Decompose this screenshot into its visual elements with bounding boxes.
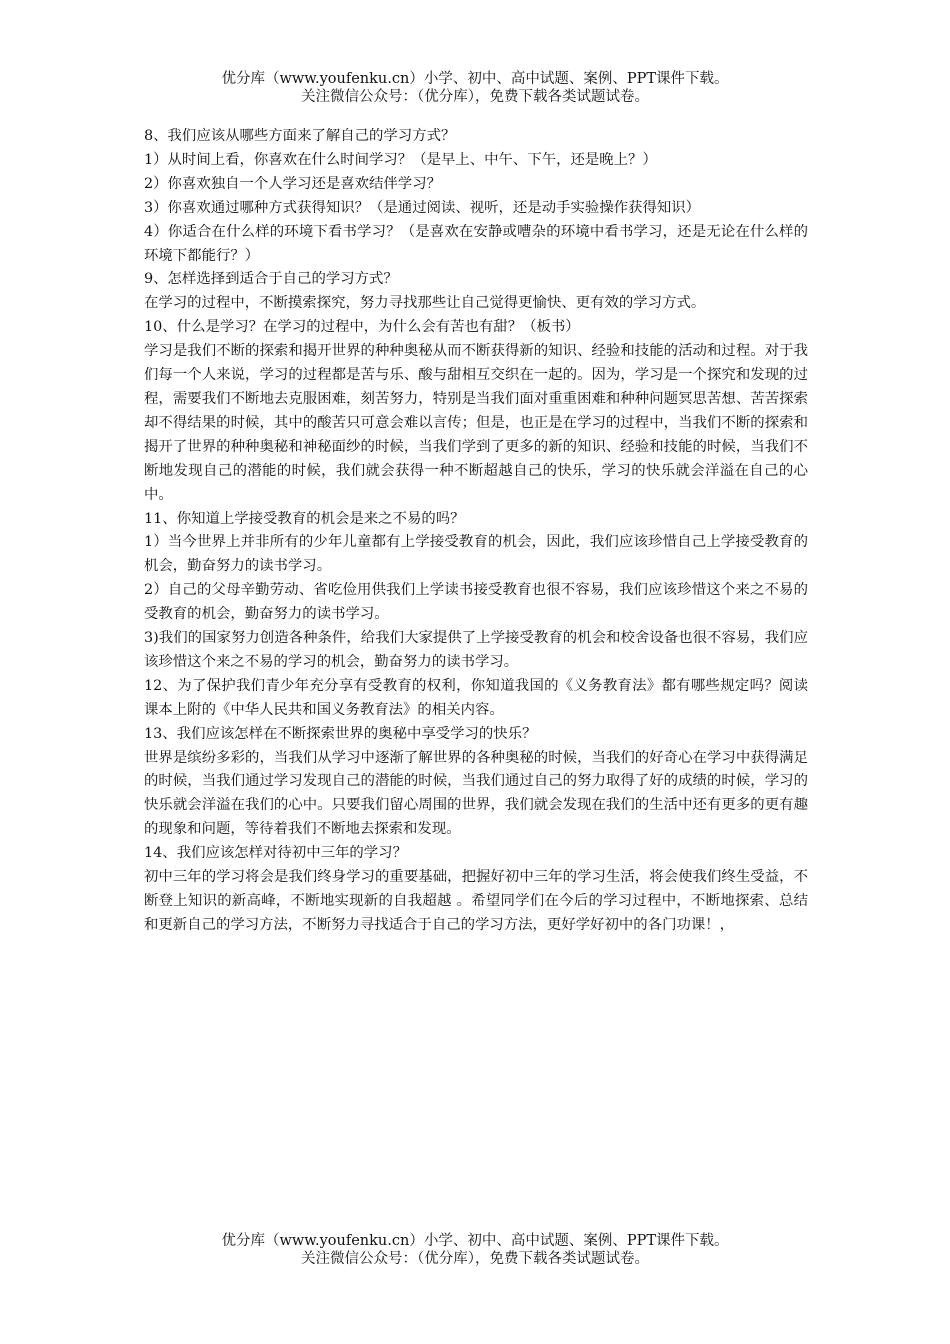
header-line-1: 优分库（www.youfenku.cn）小学、初中、高中试题、案例、PPT课件下载。	[221, 71, 729, 87]
document-body	[144, 125, 808, 938]
question-14: 14、我们应该怎样对待初中三年的学习？	[144, 845, 407, 862]
footer-line-2: 关注微信公众号：（优分库），免费下载各类试题试卷。	[301, 1251, 649, 1267]
question-12: 12、为了保护我们青少年充分享有受教育的权利，你知道我国的《义务教育法》都有哪些规定吗？阅读课本上附的《中华人民共和国义务教育法》的相关内容。	[144, 677, 808, 718]
page-header	[0, 70, 950, 106]
page-footer	[0, 1232, 950, 1268]
answer-14: 初中三年的学习将会是我们终身学习的重要基础，把握好初中三年的学习生活，将会使我们终生受益，不断登上知识的新高峰，不断地实现新的自我超越 。希望同学们在今后的学习过程中，不断地探索、总结和更新自己的学习方法，不断努力寻找适合于自己的学习方法，更好学好初中的各门功课！，	[144, 869, 808, 933]
question-11: 11、你知道上学接受教育的机会是来之不易的吗？	[144, 510, 465, 527]
question-8: 8、我们应该从哪些方面来了解自己的学习方式？	[144, 128, 456, 144]
question-9: 9、怎样选择到适合于自己的学习方式？	[144, 271, 398, 288]
answer-8-item-2: 2）你喜欢独自一个人学习还是喜欢结伴学习？	[144, 175, 441, 192]
answer-10: 学习是我们不断的探索和揭开世界的种种奥秘从而不断获得新的知识、经验和技能的活动和过程。对于我们每一个人来说，学习的过程都是苦与乐、酸与甜相互交织在一起的。因为，学习是一个探究和发现的过程，需要我们不断地去克服困难，刻苦努力，特别是当我们面对重重困难和种种问题冥思苦想、苦苦探索却不得结果的时候，其中的酸苦只可意会难以言传；但是，也正是在学习的过程中，当我们不断的探索和揭开了世界的种种奥秘和神秘面纱的时候，当我们学到了更多的新的知识、经验和技能的时候，当我们不断地发现自己的潜能的时候，我们就会获得一种不断超越自己的快乐，学习的快乐就会洋溢在自己的心中。	[144, 343, 808, 503]
question-10: 10、什么是学习？在学习的过程中，为什么会有苦也有甜？（板书）	[144, 319, 580, 336]
answer-11-item-2: 2）自己的父母辛勤劳动、省吃俭用供我们上学读书接受教育也很不容易，我们应该珍惜这个来之不易的受教育的机会，勤奋努力的读书学习。	[144, 582, 808, 623]
answer-9: 在学习的过程中，不断摸索探究，努力寻找那些让自己觉得更愉快、更有效的学习方式。	[144, 295, 706, 312]
answer-13: 世界是缤纷多彩的，当我们从学习中逐渐了解世界的各种奥秘的时候，当我们的好奇心在学习中获得满足的时候，当我们通过学习发现自己的潜能的时候，当我们通过自己的努力取得了好的成绩的时候，学习的快乐就会洋溢在我们的心中。只要我们留心周围的世界，我们就会发现在我们的生活中还有更多的更有趣的现象和问题，等待着我们不断地去探索和发现。	[144, 749, 808, 838]
answer-11-item-1: 1）当今世界上并非所有的少年儿童都有上学接受教育的机会，因此，我们应该珍惜自己上学接受教育的机会，勤奋努力的读书学习。	[144, 534, 808, 575]
answer-8-item-1: 1）从时间上看，你喜欢在什么时间学习？（是早上、中午、下午，还是晚上？）	[144, 151, 657, 168]
question-13: 13、我们应该怎样在不断探索世界的奥秘中享受学习的快乐？	[144, 725, 537, 742]
footer-line-1: 优分库（www.youfenku.cn）小学、初中、高中试题、案例、PPT课件下载。	[221, 1233, 729, 1249]
answer-8-item-3: 3）你喜欢通过哪种方式获得知识？（是通过阅读、视听，还是动手实验操作获得知识）	[144, 199, 701, 216]
answer-8-item-4: 4）你适合在什么样的环境下看书学习？（是喜欢在安静或嘈杂的环境中看书学习，还是无论在什么样的环境下都能行？）	[144, 223, 808, 264]
header-line-2: 关注微信公众号：（优分库），免费下载各类试题试卷。	[301, 89, 649, 105]
answer-11-item-3: 3)我们的国家努力创造各种条件，给我们大家提供了上学接受教育的机会和校舍设备也很不容易，我们应该珍惜这个来之不易的学习的机会，勤奋努力的读书学习。	[144, 630, 808, 670]
